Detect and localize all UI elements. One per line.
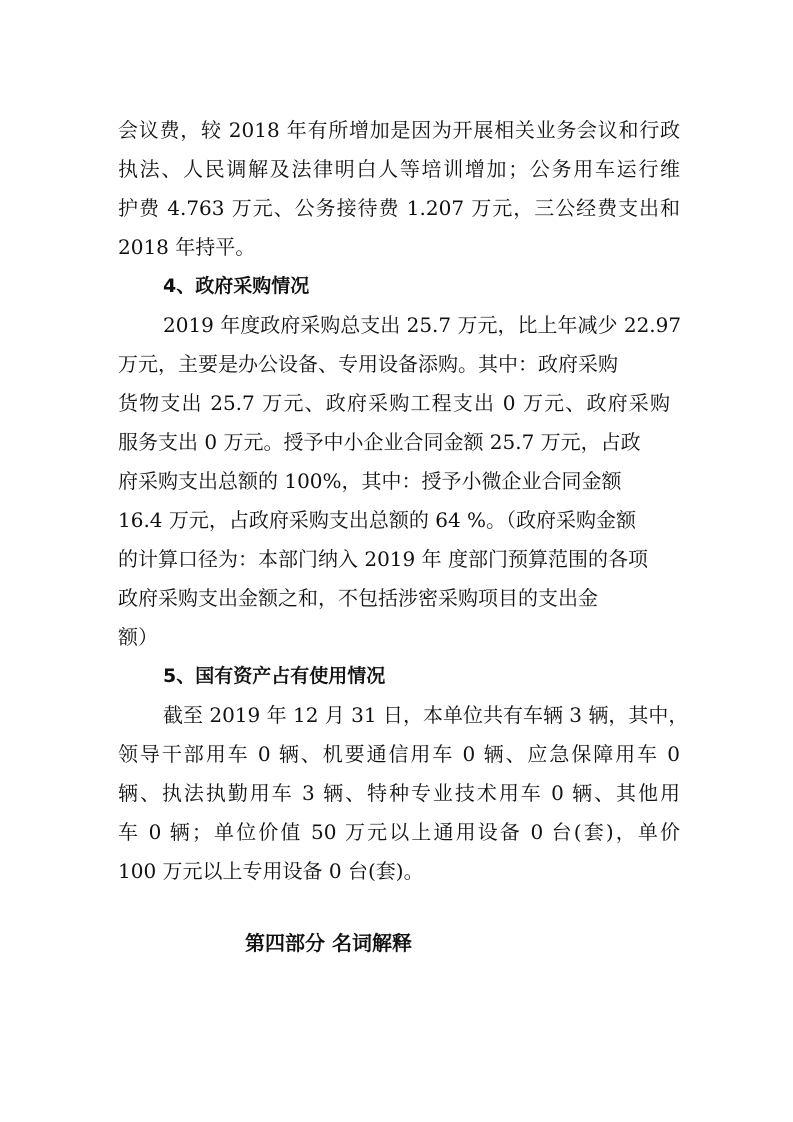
paragraph-line: 政府采购支出金额之和，不包括涉密采购项目的支出金 — [118, 586, 598, 610]
paragraph-line: 2018 年持平。 — [118, 235, 256, 259]
paragraph-line: 16.4 万元，占政府采购支出总额的 64 %。（政府采购金额 — [118, 508, 637, 532]
paragraph-line: 的计算口径为：本部门纳入 2019 年 度部门预算范围的各项 — [118, 547, 648, 571]
paragraph-line: 执法、人民调解及法律明白人等培训增加；公务用车运行维 — [118, 157, 680, 181]
paragraph-line: 护费 4.763 万元、公务接待费 1.207 万元，三公经费支出和 — [118, 196, 680, 220]
paragraph-line: 2019 年度政府采购总支出 25.7 万元，比上年减少 22.97 — [163, 313, 682, 337]
paragraph-line: 货物支出 25.7 万元、政府采购工程支出 0 万元、政府采购 — [118, 391, 670, 415]
paragraph-line: 额） — [118, 625, 158, 649]
section-heading: 4、政府采购情况 — [163, 275, 310, 297]
paragraph-line: 100 万元以上专用设备 0 台(套)。 — [118, 859, 424, 883]
section-heading: 5、国有资产占有使用情况 — [163, 665, 386, 687]
paragraph-line: 车 0 辆；单位价值 50 万元以上通用设备 0 台(套)，单价 — [118, 820, 680, 844]
paragraph-line: 服务支出 0 万元。授予中小企业合同金额 25.7 万元，占政 — [118, 430, 641, 454]
paragraph-line: 万元，主要是办公设备、专用设备添购。其中：政府采购 — [118, 352, 618, 376]
paragraph-line: 会议费，较 2018 年有所增加是因为开展相关业务会议和行政 — [118, 118, 680, 142]
paragraph-line: 截至 2019 年 12 月 31 日，本单位共有车辆 3 辆，其中， — [163, 703, 689, 727]
paragraph-line: 辆、执法执勤用车 3 辆、特种专业技术用车 0 辆、其他用 — [118, 781, 680, 805]
paragraph-line: 府采购支出总额的 100%，其中：授予小微企业合同金额 — [118, 469, 622, 493]
paragraph-line: 领导干部用车 0 辆、机要通信用车 0 辆、应急保障用车 0 — [118, 742, 680, 766]
part-title: 第四部分 名词解释 — [245, 931, 412, 955]
